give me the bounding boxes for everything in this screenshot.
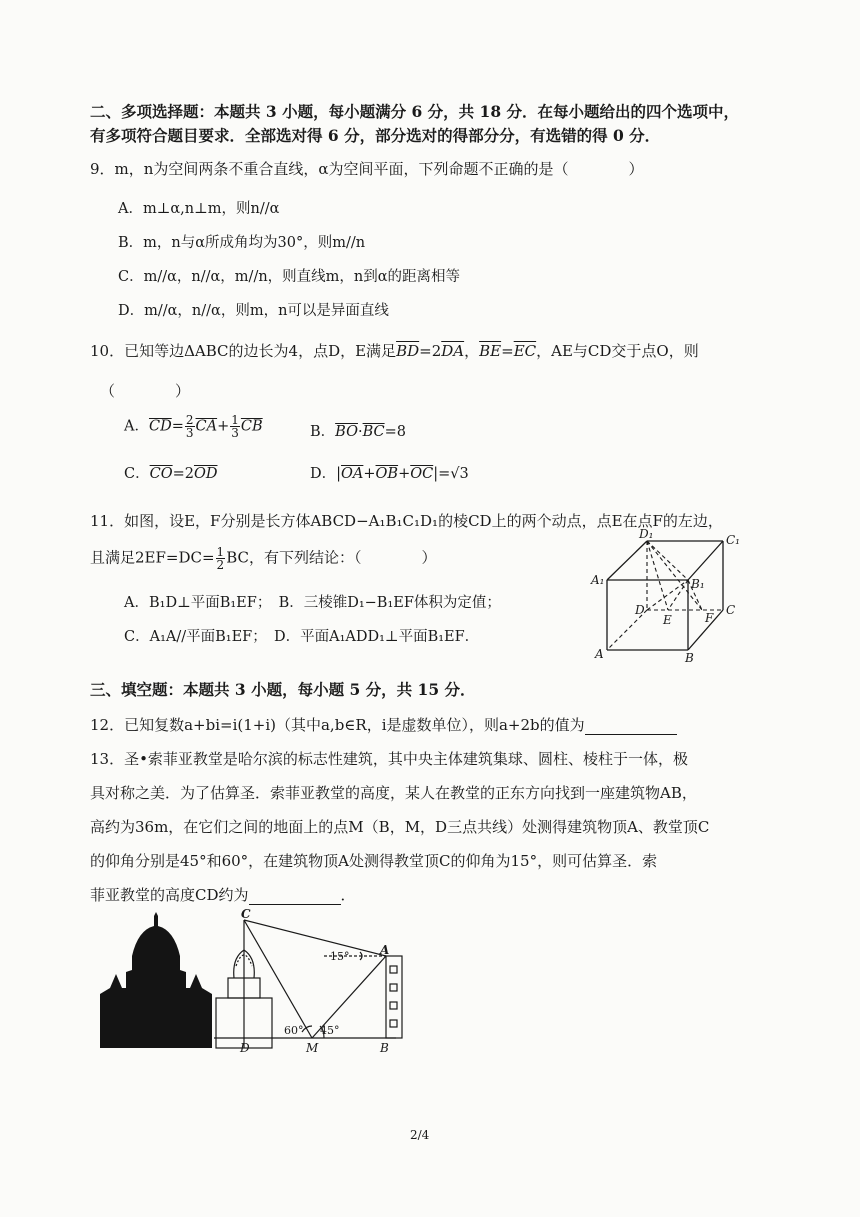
label-a: A [595, 647, 604, 661]
q10-d-plus2: + [398, 466, 411, 482]
q9-option-d: D．m//α，n//α，则m，n可以是异面直线 [118, 303, 389, 319]
cuboid-figure [585, 528, 755, 668]
frac-num: 2 [185, 413, 194, 427]
section3-title: 三、填空题：本题共 3 小题，每小题 5 分，共 15 分． [90, 680, 476, 699]
q13-line4: 的仰角分别是45°和60°，在建筑物顶A处测得教堂顶C的仰角为15°，则可估算圣．索 [90, 852, 658, 870]
q13-line3: 高约为36m，在它们之间的地面上的点M（B，M，D三点共线）处测得建筑物顶A、教堂顶C [90, 818, 710, 836]
q10-d-plus1: + [363, 466, 376, 482]
q10-paren: （ ） [100, 382, 191, 400]
q13-line5-end: ． [340, 886, 356, 904]
q13-line1: 13．圣•索菲亚教堂是哈尔滨的标志性建筑，其中央主体建筑集球、圆柱、棱柱于一体，极 [90, 750, 688, 768]
page-number: 2/4 [410, 1128, 430, 1142]
q13-line5-text: 菲亚教堂的高度CD约为 [90, 886, 249, 904]
fig-angle-60: 60° [284, 1024, 304, 1037]
vec-cd: $\overline{CD}$ [148, 418, 172, 435]
q10-option-a [124, 414, 263, 439]
q9-option-a: A．m⊥α,n⊥m，则n//α [118, 201, 280, 217]
q10-eq2: = [501, 342, 514, 360]
fig-label-c: C [241, 908, 251, 921]
frac-den: 2 [216, 558, 225, 572]
vec-cb: $\overline{CB}$ [240, 418, 263, 435]
fig-label-m: M [306, 1041, 319, 1055]
vec-da: $\overline{DA}$ [441, 342, 465, 360]
q13-answer-blank [249, 886, 341, 905]
q10-option-d [310, 462, 469, 483]
fraction-one-third [230, 414, 240, 439]
frac-den: 3 [231, 426, 239, 440]
vec-od: $\overline{OD}$ [193, 466, 218, 482]
q10-c-label: C． [124, 466, 150, 482]
q10-b-val: =8 [384, 424, 406, 440]
q10-stem [90, 340, 699, 361]
q11-line2-a: 且满足2EF=DC= [90, 548, 215, 567]
q10-a-plus: + [217, 418, 230, 435]
q9-option-b: B．m，n与α所成角均为30°，则m//n [118, 235, 366, 251]
fig-angle-15: 15° [330, 950, 350, 963]
fig-label-a: A [380, 943, 390, 957]
vec-bc: $\overline{BC}$ [362, 424, 385, 440]
vec-oa: $\overline{OA}$ [341, 466, 364, 482]
cathedral-figure [96, 908, 416, 1058]
section2-title-line2: 有多项符合题目要求．全部选对得 6 分，部分选对的得部分分，有选错的得 0 分． [90, 126, 661, 145]
frac-num: 1 [216, 545, 225, 559]
fraction-one-half [216, 546, 226, 571]
vec-bo: $\overline{BO}$ [335, 424, 358, 440]
q10-c-eq: =2 [172, 466, 194, 482]
q13-line2: 具对称之美．为了估算圣．索菲亚教堂的高度，某人在教堂的正东方向找到一座建筑物AB， [90, 784, 697, 802]
q12-stem: 12．已知复数a+bi=i(1+i)（其中a,b∈R，i是虚数单位），则a+2b的值为 [90, 716, 585, 734]
q10-d-val: |=√3 [433, 466, 469, 482]
q10-sep: ， [464, 342, 480, 360]
q10-option-b [310, 420, 406, 441]
label-c1: C₁ [726, 533, 740, 547]
q10-d-label: D．| [310, 466, 342, 482]
fraction-two-thirds [185, 414, 195, 439]
label-e: E [663, 613, 672, 627]
frac-num: 1 [231, 413, 239, 427]
vec-ob: $\overline{OB}$ [375, 466, 399, 482]
label-c: C [726, 603, 736, 617]
vec-ec: $\overline{EC}$ [513, 342, 537, 360]
label-d: D [635, 603, 645, 617]
q9-stem: 9．m，n为空间两条不重合直线，α为空间平面，下列命题不正确的是（ ） [90, 160, 644, 178]
fig-label-b: B [380, 1041, 389, 1055]
q13-line5 [90, 884, 356, 905]
q10-stem-b: ，AE与CD交于点O，则 [536, 342, 699, 360]
q12-answer-blank [585, 716, 677, 735]
fig-angle-45: 45° [320, 1024, 340, 1037]
q11-options-1: A．B₁D⊥平面B₁EF； B．三棱锥D₁−B₁EF体积为定值； [124, 595, 501, 611]
fig-label-d: D [240, 1041, 250, 1055]
cathedral-silhouette [100, 912, 212, 1048]
q10-b-dot: · [357, 424, 363, 440]
vec-be: $\overline{BE}$ [479, 342, 502, 360]
label-b: B [685, 651, 694, 665]
vec-co: $\overline{CO}$ [149, 466, 173, 482]
frac-den: 3 [185, 426, 194, 440]
vec-ca: $\overline{CA}$ [195, 418, 218, 435]
section2-title-line1: 二、多项选择题：本题共 3 小题，每小题满分 6 分，共 18 分．在每小题给出的四个选项中， [90, 102, 740, 121]
q10-b-label: B． [310, 424, 336, 440]
q11-line2-b: BC，有下列结论：（ ） [226, 548, 437, 567]
label-f: F [705, 611, 714, 625]
q11-line2 [90, 546, 436, 571]
label-a1: A₁ [591, 573, 605, 587]
q10-stem-a: 10．已知等边ΔABC的边长为4，点D，E满足 [90, 342, 397, 360]
q10-eq1: =2 [419, 342, 442, 360]
q11-line1: 11．如图，设E，F分别是长方体ABCD−A₁B₁C₁D₁的棱CD上的两个动点，点E在点F的左边， [90, 512, 723, 530]
q9-option-c: C．m//α，n//α，m//n，则直线m，n到α的距离相等 [118, 269, 461, 285]
q10-a-label: A． [124, 418, 149, 435]
label-d1: D₁ [639, 528, 654, 541]
q10-option-c [124, 462, 217, 483]
q11-options-2: C．A₁A//平面B₁EF； D．平面A₁ADD₁⊥平面B₁EF． [124, 629, 480, 645]
vec-bd: $\overline{BD}$ [396, 342, 420, 360]
label-b1: B₁ [691, 577, 705, 591]
q10-a-eq: = [171, 418, 184, 435]
vec-oc: $\overline{OC}$ [410, 466, 434, 482]
q12-text [90, 714, 677, 735]
